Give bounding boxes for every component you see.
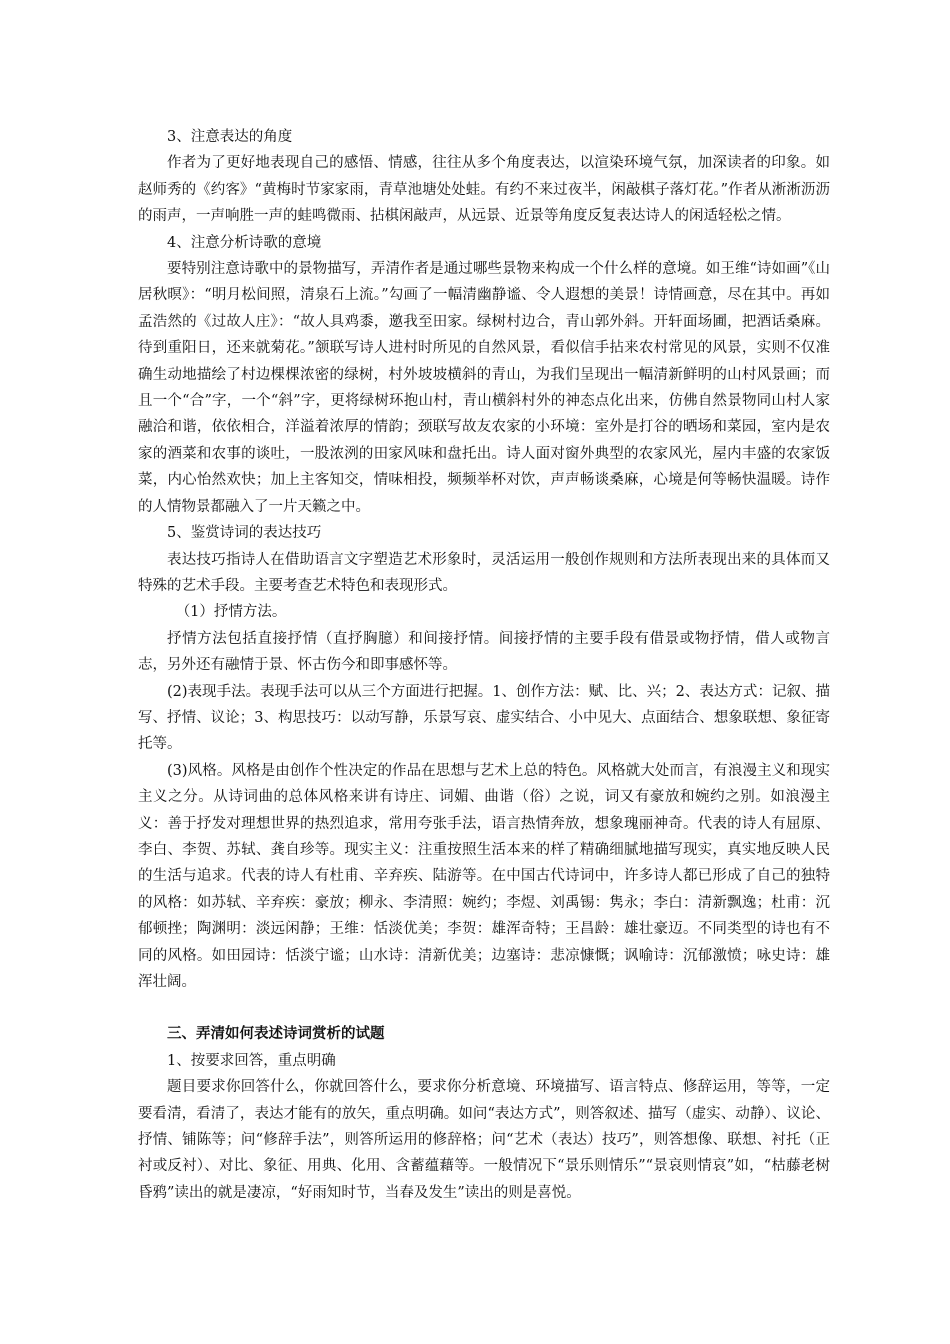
paragraph-technique: 表达技巧指诗人在借助语言文字塑造艺术形象时，灵活运用一般创作规则和方法所表现出来的具体而又特殊的艺术手段。主要考查艺术特色和表现形式。 <box>138 551 830 594</box>
part-title: 三、弄清如何表述诗词赏析的试题 <box>167 1025 385 1043</box>
section-heading-technique: 5、鉴赏诗词的表达技巧 <box>167 525 322 542</box>
paragraph-answer: 题目要求你回答什么，你就回答什么，要求你分析意境、环境描写、语言特点、修辞运用，等等，一定要看清，看清了，表达才能有的放矢，重点明确。如问“表达方式”，则答叙述、描写（虚实、动静）、议论、抒情、铺陈等；问“修辞手法”，则答所运用的修辞格；问“艺术（表达）技巧”，则答想像、联想、衬托（正衬或反衬）、对比、象征、用典、化用、含蓄蕴藉等。一般情况下“景乐则情乐”“景哀则情哀”如，“枯藤老树昏鸦”读出的就是凄凉，“好雨知时节，当春及发生”读出的则是喜悦。 <box>138 1079 830 1201</box>
sub-heading-lyric-method: （1）抒情方法。 <box>175 604 287 621</box>
spacer <box>138 995 830 1021</box>
section-heading-angle: 3、注意表达的角度 <box>167 129 293 145</box>
paragraph-lyric-method: 抒情方法包括直接抒情（直抒胸臆）和间接抒情。间接抒情的主要手段有借景或物抒情，借人或物言志，另外还有融情于景、怀古伤今和即事感怀等。 <box>138 630 830 674</box>
paragraph-style: (3)风格。风格是由创作个性决定的作品在思想与艺术上总的特色。风格就大处而言，有浪漫主义和现实主义之分。从诗词曲的总体风格来讲有诗庄、词媚、曲谐（俗）之说，词又有豪放和婉约之别。如浪漫主义：善于抒发对理想世界的热烈追求，常用夸张手法，语言热情奔放，想象瑰丽神奇。代表的诗人有屈原、李白、李贺、苏轼、龚自珍等。现实主义：注重按照生活本来的样了精确细腻地描写现实，真实地反映人民的生活与追求。代表的诗人有杜甫、辛弃疾、陆游等。在中国古代诗词中，许多诗人都已形成了自己的独特的风格：如苏轼、辛弃疾：豪放；柳永、李清照：婉约；李煜、刘禹锡：隽永；李白：清新飘逸；杜甫：沉郁顿挫；陶渊明：淡远闲静；王维：恬淡优美；李贺：雄浑奇特；王昌龄：雄壮豪迈。不同类型的诗也有不同的风格。如田园诗：恬淡宁谧；山水诗：清新优美；边塞诗：悲凉慷慨；讽喻诗：沉郁激愤；咏史诗：雄浑壮阔。 <box>138 762 830 990</box>
paragraph-mood: 要特别注意诗歌中的景物描写，弄清作者是通过哪些景物来构成一个什么样的意境。如王维“诗如画”《山居秋暝》：“明月松间照，清泉石上流。”勾画了一幅清幽静谧、令人遐想的美景！诗情画意，尽在其中。再如孟浩然的《过故人庄》：“故人具鸡黍，邀我至田家。绿树村边合，青山郭外斜。开轩面场圃，把酒话桑麻。待到重阳日，还来就菊花。”颔联写诗人进村时所见的自然风景，看似信手拈来农村常见的风景，实则不仅准确生动地描绘了村边棵棵浓密的绿树，村外坡坡横斜的青山，为我们呈现出一幅清新鲜明的山村风景画；而且一个“合”字，一个“斜”字，更将绿树环抱山村，青山横斜村外的神态点化出来，仿佛自然景物同山村人家融洽和谐，依依相合，洋溢着浓厚的情韵；颈联写故友农家的小环境：室外是打谷的晒场和菜园，室内是农家的酒菜和农事的谈吐，一股浓洌的田家风味和盘托出。诗人面对窗外典型的农家风光，屋内丰盛的农家饭菜，内心怡然欢快；加上主客知交，情味相投，频频举杯对饮，声声畅谈桑麻，心境是何等畅快温暖。诗作的人情物景都融入了一片天籁之中。 <box>138 261 830 515</box>
section-heading-answer: 1、按要求回答，重点明确 <box>167 1052 336 1069</box>
paragraph-angle: 作者为了更好地表现自己的感悟、情感，往往从多个角度表达，以渲染环境气氛，加深读者的印象。如赵师秀的《约客》“黄梅时节家家雨，青草池塘处处蛙。有约不来过夜半，闲敲棋子落灯花。”作者从淅淅沥沥的雨声，一声响胜一声的蛙鸣微雨、拈棋闲敲声，从远景、近景等角度反复表达诗人的闲适轻松之情。 <box>138 155 830 225</box>
paragraph-expression-method: (2)表现手法。表现手法可以从三个方面进行把握。1、创作方法：赋、比、兴；2、表达方式：记叙、描写、抒情、议论；3、构思技巧：以动写静，乐景写哀、虚实结合、小中见大、点面结合、想象联想、象征寄托等。 <box>138 683 830 753</box>
section-heading-mood: 4、注意分析诗歌的意境 <box>167 234 322 251</box>
